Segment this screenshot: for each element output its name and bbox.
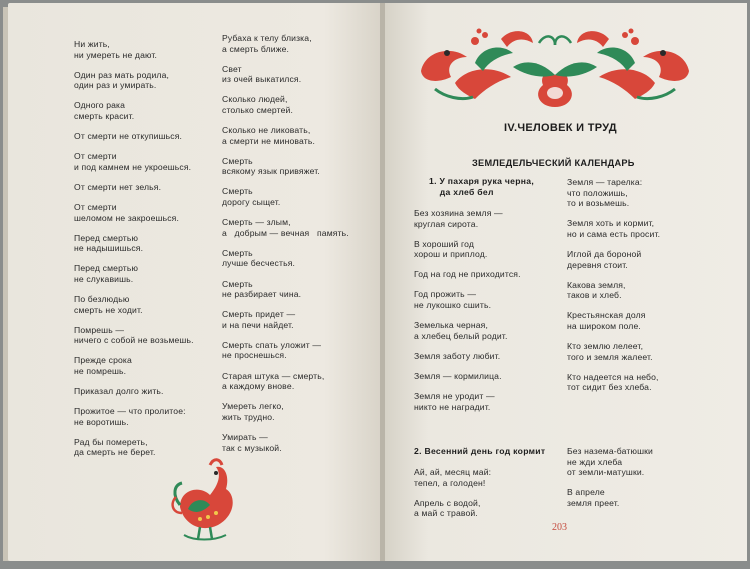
proverb: Земля не уродит — никто не наградит.: [414, 391, 495, 412]
proverb: Без хозяина земля — круглая сирота.: [414, 208, 503, 229]
proverb: Ай, ай, месяц май: тепел, а голоден!: [414, 467, 492, 488]
proverb: Крестьянская доля на широком поле.: [567, 310, 646, 331]
proverb: Одного рака смерть красит.: [74, 100, 135, 121]
proverb: От смерти шеломом не закроешься.: [74, 201, 180, 223]
proverb: Земля заботу любит.: [414, 350, 501, 361]
proverb: Смерть дорогу сыщет.: [222, 186, 281, 208]
proverb: Земля хоть и кормит, но и сама есть просит.: [567, 218, 661, 239]
subsection-2-title: 2. Весенний день год кормит: [414, 446, 546, 456]
proverb: Смерть лучше бесчестья.: [222, 247, 296, 269]
proverb: От смерти не откупишься.: [74, 131, 183, 142]
page-number: 203: [552, 522, 567, 533]
proverb: Год на год не приходится.: [414, 269, 521, 280]
proverb: Помрешь — ничего с собой не возьмешь.: [74, 324, 194, 346]
proverb: Смерть придет — и на печи найдет.: [222, 309, 296, 330]
right-proverbs-column-1: [414, 208, 521, 422]
proverb: Земля — тарелка: что положишь, то и возьмешь.: [567, 177, 643, 209]
proverb: Год прожить — не лукошко сшить.: [414, 289, 492, 311]
left-proverbs-column-1: [74, 39, 194, 468]
proverb: Умирать — так с музыкой.: [222, 431, 282, 453]
proverb: Смерть не разбирает чина.: [222, 278, 302, 300]
proverb: Умереть легко, жить трудно.: [222, 401, 284, 422]
proverb: Сколько людей, столько смертей.: [222, 94, 294, 115]
left-proverbs-column-2: [222, 33, 349, 463]
proverb: Приказал долго жить.: [74, 386, 164, 397]
right-proverbs-column-2: [567, 177, 660, 402]
proverb: Иглой да бороной деревня стоит.: [567, 248, 642, 270]
proverb: В апреле земля преет.: [567, 487, 620, 508]
proverb: В хороший год хорош и приплод.: [414, 238, 488, 260]
proverb: Смерть всякому язык привяжет.: [222, 155, 320, 177]
proverb: Старая штука — смерть, а каждому вновe.: [222, 370, 325, 392]
floral-ornament-icon: [415, 23, 695, 113]
section-title: ЗЕМЛЕДЕЛЬЧЕСКИЙ КАЛЕНДАРЬ: [472, 158, 635, 168]
proverb: От смерти и под камнем не укроешься.: [74, 151, 192, 172]
subsection-1-title: 1. У пахаря рука черна, да хлеб бел: [429, 176, 535, 197]
proverb: От смерти нет зелья.: [74, 181, 162, 192]
proverb: Земелька черная, а хлебец белый родит.: [414, 320, 508, 341]
proverb: Сколько не ликовать, а смерти не миновать.: [222, 125, 316, 146]
proverb: Перед смертью не слукавишь.: [74, 263, 139, 284]
right-proverbs-column-4: [567, 446, 653, 518]
chapter-title: IV.ЧЕЛОВЕК И ТРУД: [504, 122, 617, 134]
proverb: Рад бы помереть, да смерть не берет.: [74, 436, 156, 458]
proverb: Прожитое — что пролитое: не воротишь.: [74, 406, 186, 427]
proverb: Перед смертью не надышишься.: [74, 232, 144, 254]
proverb: Без назема-батюшки не жди хлеба от земли-матушки.: [567, 446, 654, 478]
proverb: Земля — кормилица.: [414, 370, 502, 381]
right-page: [385, 3, 747, 561]
open-book: [3, 3, 747, 565]
proverb: Свет из очей выкатился.: [222, 63, 302, 85]
left-page: [8, 3, 380, 561]
proverb: Ни жить, ни умереть не дают.: [74, 39, 158, 60]
proverb: Рубаха к телу близка, а смерть ближе.: [222, 33, 312, 54]
proverb: Прежде срока не помрешь.: [74, 355, 132, 376]
proverb: Какова земля, таков и хлеб.: [567, 279, 626, 301]
bird-ornament-icon: [170, 455, 242, 543]
proverb: Смерть — злым, а добрым — вечная память.: [222, 217, 349, 238]
proverb: Кто надеется на небо, тот сидит без хлеба.: [567, 371, 659, 393]
proverb: Апрель с водой, а май с травой.: [414, 497, 481, 519]
proverb: По безлюдью смерть не ходит.: [74, 294, 143, 315]
right-proverbs-column-3: [414, 467, 491, 528]
proverb: Смерть спать уложит — не проснешься.: [222, 339, 322, 361]
proverb: Один раз мать родила, один раз и умирать.: [74, 69, 170, 91]
proverb: Кто землю лелеет, того и земля жалеет.: [567, 341, 653, 362]
